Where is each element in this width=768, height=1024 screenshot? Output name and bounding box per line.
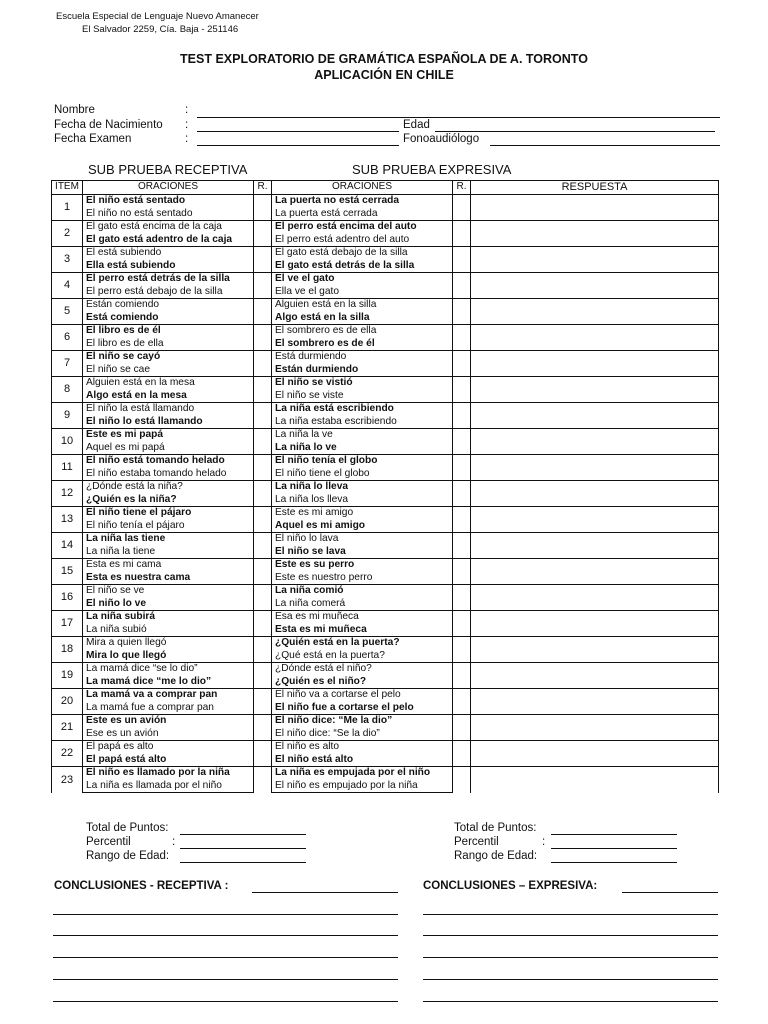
receptiva-sentence: Está comiendo xyxy=(83,312,254,325)
receptiva-sentence: La mamá fue a comprar pan xyxy=(83,702,254,715)
expresiva-sentence: El perro está adentro del auto xyxy=(272,234,453,247)
receptiva-score-cell[interactable] xyxy=(254,507,272,533)
expresiva-sentence: La niña lo lleva xyxy=(272,481,453,494)
expresiva-score-cell[interactable] xyxy=(453,221,471,247)
conclusiones-receptiva-line-1[interactable] xyxy=(53,914,398,915)
item-number: 11 xyxy=(52,455,83,481)
item-number: 22 xyxy=(52,741,83,767)
item-number: 9 xyxy=(52,403,83,429)
receptiva-score-cell[interactable] xyxy=(254,689,272,715)
table-row xyxy=(52,585,719,598)
respuesta-cell[interactable] xyxy=(471,767,719,793)
item-number: 20 xyxy=(52,689,83,715)
expresiva-sentence: La niña está escribiendo xyxy=(272,403,453,416)
expresiva-sentence: La niña lo ve xyxy=(272,442,453,455)
receptiva-score-cell[interactable] xyxy=(254,195,272,221)
expresiva-score-cell[interactable] xyxy=(453,715,471,741)
receptiva-sentence: El niño lo está llamando xyxy=(83,416,254,429)
receptiva-sentence: La mamá dice “se lo dio” xyxy=(83,663,254,676)
item-number: 10 xyxy=(52,429,83,455)
item-number: 7 xyxy=(52,351,83,377)
receptiva-score-cell[interactable] xyxy=(254,221,272,247)
item-number: 4 xyxy=(52,273,83,299)
table-row xyxy=(52,221,719,234)
receptiva-score-cell[interactable] xyxy=(254,455,272,481)
expresiva-score-cell[interactable] xyxy=(453,689,471,715)
expresiva-sentence: El niño está alto xyxy=(272,754,453,767)
respuesta-cell[interactable] xyxy=(471,299,719,325)
nombre-label: Nombre xyxy=(54,104,95,116)
section-expresiva-title: SUB PRUEBA EXPRESIVA xyxy=(352,162,512,177)
expresiva-sentence: La niña la ve xyxy=(272,429,453,442)
expresiva-sentence: Esa es mi muñeca xyxy=(272,611,453,624)
expresiva-sentence: ¿Dónde está el niño? xyxy=(272,663,453,676)
percentil-expresiva-colon: : xyxy=(542,836,546,848)
item-number: 18 xyxy=(52,637,83,663)
school-name: Escuela Especial de Lenguaje Nuevo Amanecer xyxy=(56,11,259,22)
receptiva-score-cell[interactable] xyxy=(254,403,272,429)
respuesta-cell[interactable] xyxy=(471,481,719,507)
receptiva-sentence: La niña es llamada por el niño xyxy=(83,780,254,793)
receptiva-sentence: El niño está tomando helado xyxy=(83,455,254,468)
conclusiones-receptiva-line-2[interactable] xyxy=(53,935,398,936)
table-row xyxy=(52,637,719,650)
conclusiones-expresiva-line-1[interactable] xyxy=(423,914,718,915)
percentil-receptiva-label: Percentil xyxy=(86,836,131,848)
expresiva-score-cell[interactable] xyxy=(453,533,471,559)
receptiva-score-cell[interactable] xyxy=(254,741,272,767)
receptiva-sentence: El perro está debajo de la silla xyxy=(83,286,254,299)
expresiva-score-cell[interactable] xyxy=(453,663,471,689)
item-number: 6 xyxy=(52,325,83,351)
expresiva-score-cell[interactable] xyxy=(453,377,471,403)
expresiva-score-cell[interactable] xyxy=(453,403,471,429)
expresiva-sentence: El niño tenía el globo xyxy=(272,455,453,468)
receptiva-sentence: La mamá dice “me lo dio” xyxy=(83,676,254,689)
expresiva-sentence: El niño es alto xyxy=(272,741,453,754)
respuesta-cell[interactable] xyxy=(471,715,719,741)
receptiva-sentence: Ella está subiendo xyxy=(83,260,254,273)
respuesta-cell[interactable] xyxy=(471,689,719,715)
table-row xyxy=(52,663,719,676)
receptiva-score-cell[interactable] xyxy=(254,247,272,273)
receptiva-sentence: ¿Quién es la niña? xyxy=(83,494,254,507)
receptiva-sentence: El niño es llamado por la niña xyxy=(83,767,254,780)
fecha-examen-label: Fecha Examen xyxy=(54,133,132,145)
receptiva-sentence: Alguien está en la mesa xyxy=(83,377,254,390)
item-number: 15 xyxy=(52,559,83,585)
percentil-receptiva-colon: : xyxy=(172,836,176,848)
expresiva-score-cell[interactable] xyxy=(453,507,471,533)
receptiva-sentence: El papá está alto xyxy=(83,754,254,767)
receptiva-score-cell[interactable] xyxy=(254,351,272,377)
respuesta-cell[interactable] xyxy=(471,585,719,611)
receptiva-sentence: El está subiendo xyxy=(83,247,254,260)
expresiva-score-cell[interactable] xyxy=(453,585,471,611)
table-row xyxy=(52,403,719,416)
expresiva-sentence: Este es su perro xyxy=(272,559,453,572)
expresiva-sentence: La niña estaba escribiendo xyxy=(272,416,453,429)
receptiva-sentence: El niño tenía el pájaro xyxy=(83,520,254,533)
expresiva-sentence: El niño lo lava xyxy=(272,533,453,546)
percentil-receptiva-field[interactable] xyxy=(180,848,306,849)
fecha-examen-field[interactable] xyxy=(197,145,399,146)
expresiva-sentence: El gato está debajo de la silla xyxy=(272,247,453,260)
expresiva-sentence: La niña es empujada por el niño xyxy=(272,767,453,780)
expresiva-sentence: Este es mi amigo xyxy=(272,507,453,520)
receptiva-sentence: Mira lo que llegó xyxy=(83,650,254,663)
receptiva-sentence: Este es mi papá xyxy=(83,429,254,442)
receptiva-sentence: Mira a quien llegó xyxy=(83,637,254,650)
expresiva-score-cell[interactable] xyxy=(453,481,471,507)
receptiva-score-cell[interactable] xyxy=(254,429,272,455)
receptiva-score-cell[interactable] xyxy=(254,559,272,585)
table-header-row xyxy=(52,181,719,195)
table-row xyxy=(52,455,719,468)
table-row xyxy=(52,325,719,338)
receptiva-sentence: Aquel es mi papá xyxy=(83,442,254,455)
expresiva-sentence: Aquel es mi amigo xyxy=(272,520,453,533)
conclusiones-expresiva-line-2[interactable] xyxy=(423,935,718,936)
expresiva-sentence: La puerta no está cerrada xyxy=(272,195,453,208)
expresiva-score-cell[interactable] xyxy=(453,741,471,767)
respuesta-cell[interactable] xyxy=(471,325,719,351)
receptiva-sentence: Ese es un avión xyxy=(83,728,254,741)
conclusiones-expresiva-line-5[interactable] xyxy=(423,1001,718,1002)
edad-label: Edad xyxy=(403,119,430,131)
conclusiones-receptiva-label: CONCLUSIONES - RECEPTIVA : xyxy=(54,880,229,892)
expresiva-sentence: ¿Quién es el niño? xyxy=(272,676,453,689)
fonoaudiologo-label: Fonoaudiólogo xyxy=(403,133,480,145)
expresiva-sentence: El niño fue a cortarse el pelo xyxy=(272,702,453,715)
receptiva-score-cell[interactable] xyxy=(254,611,272,637)
receptiva-score-cell[interactable] xyxy=(254,767,272,793)
respuesta-cell[interactable] xyxy=(471,429,719,455)
receptiva-score-cell[interactable] xyxy=(254,585,272,611)
item-number: 1 xyxy=(52,195,83,221)
edad-field[interactable] xyxy=(435,131,715,132)
expresiva-sentence: El niño dice: “Me la dio” xyxy=(272,715,453,728)
nombre-colon: : xyxy=(185,104,189,116)
header-item: ÍTEM xyxy=(52,181,83,195)
conclusiones-receptiva-line-3[interactable] xyxy=(53,957,398,958)
header-respuesta: RESPUESTA xyxy=(471,181,719,195)
table-row xyxy=(52,715,719,728)
receptiva-sentence: El niño lo ve xyxy=(83,598,254,611)
total-expresiva-label: Total de Puntos: xyxy=(454,822,537,834)
respuesta-cell[interactable] xyxy=(471,377,719,403)
receptiva-score-cell[interactable] xyxy=(254,533,272,559)
receptiva-sentence: La niña subió xyxy=(83,624,254,637)
table-row xyxy=(52,273,719,286)
fecha-nacimiento-colon: : xyxy=(185,119,189,131)
receptiva-sentence: La niña las tiene xyxy=(83,533,254,546)
table-row xyxy=(52,611,719,624)
receptiva-sentence: El gato está adentro de la caja xyxy=(83,234,254,247)
conclusiones-receptiva-line-5[interactable] xyxy=(53,1001,398,1002)
grammar-test-table xyxy=(51,180,719,793)
test-subtitle: APLICACIÓN EN CHILE xyxy=(314,68,454,82)
fecha-nacimiento-field[interactable] xyxy=(197,131,399,132)
table-row xyxy=(52,377,719,390)
expresiva-score-cell[interactable] xyxy=(453,455,471,481)
receptiva-sentence: ¿Dónde está la niña? xyxy=(83,481,254,494)
receptiva-score-cell[interactable] xyxy=(254,377,272,403)
respuesta-cell[interactable] xyxy=(471,403,719,429)
section-receptiva-title: SUB PRUEBA RECEPTIVA xyxy=(88,162,248,177)
receptiva-sentence: El niño no está sentado xyxy=(83,208,254,221)
expresiva-sentence: Están durmiendo xyxy=(272,364,453,377)
table-row xyxy=(52,533,719,546)
item-number: 13 xyxy=(52,507,83,533)
table-row xyxy=(52,767,719,780)
respuesta-cell[interactable] xyxy=(471,741,719,767)
respuesta-cell[interactable] xyxy=(471,455,719,481)
expresiva-score-cell[interactable] xyxy=(453,637,471,663)
receptiva-sentence: Están comiendo xyxy=(83,299,254,312)
expresiva-sentence: El niño dice: “Se la dio” xyxy=(272,728,453,741)
item-number: 8 xyxy=(52,377,83,403)
item-number: 21 xyxy=(52,715,83,741)
expresiva-sentence: El gato está detrás de la silla xyxy=(272,260,453,273)
expresiva-score-cell[interactable] xyxy=(453,429,471,455)
respuesta-cell[interactable] xyxy=(471,351,719,377)
rango-expresiva-label: Rango de Edad: xyxy=(454,850,538,862)
table-row xyxy=(52,559,719,572)
expresiva-score-cell[interactable] xyxy=(453,325,471,351)
header-oraciones-receptiva: ORACIONES xyxy=(83,181,254,195)
receptiva-sentence: El niño tiene el pájaro xyxy=(83,507,254,520)
receptiva-sentence: La niña la tiene xyxy=(83,546,254,559)
expresiva-score-cell[interactable] xyxy=(453,559,471,585)
receptiva-sentence: Algo está en la mesa xyxy=(83,390,254,403)
expresiva-score-cell[interactable] xyxy=(453,247,471,273)
header-oraciones-expresiva: ORACIONES xyxy=(272,181,453,195)
receptiva-score-cell[interactable] xyxy=(254,481,272,507)
receptiva-sentence: El libro es de él xyxy=(83,325,254,338)
receptiva-sentence: El perro está detrás de la silla xyxy=(83,273,254,286)
expresiva-sentence: La puerta está cerrada xyxy=(272,208,453,221)
receptiva-sentence: El libro es de ella xyxy=(83,338,254,351)
expresiva-sentence: Ella ve el gato xyxy=(272,286,453,299)
respuesta-cell[interactable] xyxy=(471,611,719,637)
item-number: 2 xyxy=(52,221,83,247)
rango-receptiva-label: Rango de Edad: xyxy=(86,850,170,862)
expresiva-sentence: El niño se vistió xyxy=(272,377,453,390)
rango-receptiva-field[interactable] xyxy=(180,862,306,863)
table-row xyxy=(52,195,719,208)
header-r-expresiva: R. xyxy=(453,181,471,195)
conclusiones-receptiva-line-0[interactable] xyxy=(252,892,398,893)
expresiva-sentence: El ve el gato xyxy=(272,273,453,286)
expresiva-sentence: El niño se lava xyxy=(272,546,453,559)
expresiva-score-cell[interactable] xyxy=(453,195,471,221)
table-row xyxy=(52,247,719,260)
item-number: 12 xyxy=(52,481,83,507)
receptiva-sentence: El niño se cayó xyxy=(83,351,254,364)
header-r-receptiva: R. xyxy=(254,181,272,195)
rango-expresiva-field[interactable] xyxy=(551,862,677,863)
nombre-field[interactable] xyxy=(197,117,720,118)
fecha-examen-colon: : xyxy=(185,133,189,145)
expresiva-score-cell[interactable] xyxy=(453,611,471,637)
respuesta-cell[interactable] xyxy=(471,195,719,221)
expresiva-sentence: El niño tiene el globo xyxy=(272,468,453,481)
item-number: 19 xyxy=(52,663,83,689)
expresiva-sentence: El niño se viste xyxy=(272,390,453,403)
total-expresiva-field[interactable] xyxy=(551,834,677,835)
respuesta-cell[interactable] xyxy=(471,507,719,533)
fecha-nacimiento-label: Fecha de Nacimiento xyxy=(54,119,163,131)
expresiva-score-cell[interactable] xyxy=(453,273,471,299)
receptiva-score-cell[interactable] xyxy=(254,715,272,741)
expresiva-sentence: Este es nuestro perro xyxy=(272,572,453,585)
expresiva-sentence: Está durmiendo xyxy=(272,351,453,364)
receptiva-score-cell[interactable] xyxy=(254,663,272,689)
receptiva-sentence: La niña subirá xyxy=(83,611,254,624)
respuesta-cell[interactable] xyxy=(471,273,719,299)
conclusiones-expresiva-label: CONCLUSIONES – EXPRESIVA: xyxy=(423,880,598,892)
expresiva-score-cell[interactable] xyxy=(453,299,471,325)
receptiva-sentence: El niño se ve xyxy=(83,585,254,598)
table-row xyxy=(52,429,719,442)
conclusiones-expresiva-line-4[interactable] xyxy=(423,979,718,980)
percentil-expresiva-field[interactable] xyxy=(551,848,677,849)
expresiva-sentence: Algo está en la silla xyxy=(272,312,453,325)
school-info xyxy=(56,10,259,36)
expresiva-sentence: El sombrero es de ella xyxy=(272,325,453,338)
table-row xyxy=(52,741,719,754)
item-number: 3 xyxy=(52,247,83,273)
expresiva-sentence: Alguien está en la silla xyxy=(272,299,453,312)
total-receptiva-field[interactable] xyxy=(180,834,306,835)
conclusiones-expresiva-line-0[interactable] xyxy=(622,892,718,893)
conclusiones-receptiva-line-4[interactable] xyxy=(53,979,398,980)
item-number: 16 xyxy=(52,585,83,611)
table-row xyxy=(52,689,719,702)
receptiva-score-cell[interactable] xyxy=(254,637,272,663)
expresiva-sentence: La niña los lleva xyxy=(272,494,453,507)
expresiva-sentence: El sombrero es de él xyxy=(272,338,453,351)
expresiva-sentence: El niño va a cortarse el pelo xyxy=(272,689,453,702)
fonoaudiologo-field[interactable] xyxy=(490,145,720,146)
item-number: 17 xyxy=(52,611,83,637)
receptiva-sentence: Esta es nuestra cama xyxy=(83,572,254,585)
receptiva-sentence: El papá es alto xyxy=(83,741,254,754)
receptiva-sentence: El niño la está llamando xyxy=(83,403,254,416)
receptiva-score-cell[interactable] xyxy=(254,325,272,351)
expresiva-sentence: La niña comerá xyxy=(272,598,453,611)
expresiva-score-cell[interactable] xyxy=(453,767,471,793)
expresiva-sentence: ¿Qué está en la puerta? xyxy=(272,650,453,663)
respuesta-cell[interactable] xyxy=(471,663,719,689)
receptiva-sentence: El niño está sentado xyxy=(83,195,254,208)
percentil-expresiva-label: Percentil xyxy=(454,836,499,848)
expresiva-sentence: ¿Quién está en la puerta? xyxy=(272,637,453,650)
item-number: 5 xyxy=(52,299,83,325)
receptiva-sentence: El gato está encima de la caja xyxy=(83,221,254,234)
respuesta-cell[interactable] xyxy=(471,247,719,273)
total-receptiva-label: Total de Puntos: xyxy=(86,822,169,834)
receptiva-sentence: La mamá va a comprar pan xyxy=(83,689,254,702)
respuesta-cell[interactable] xyxy=(471,221,719,247)
expresiva-sentence: La niña comió xyxy=(272,585,453,598)
table-row xyxy=(52,351,719,364)
expresiva-score-cell[interactable] xyxy=(453,351,471,377)
receptiva-sentence: Este es un avión xyxy=(83,715,254,728)
test-title: TEST EXPLORATORIO DE GRAMÁTICA ESPAÑOLA DE A. TORONTO xyxy=(180,52,588,66)
expresiva-sentence: El niño es empujado por la niña xyxy=(272,780,453,793)
receptiva-score-cell[interactable] xyxy=(254,273,272,299)
item-number: 14 xyxy=(52,533,83,559)
conclusiones-expresiva-line-3[interactable] xyxy=(423,957,718,958)
item-number: 23 xyxy=(52,767,83,793)
table-row xyxy=(52,481,719,494)
respuesta-cell[interactable] xyxy=(471,559,719,585)
respuesta-cell[interactable] xyxy=(471,637,719,663)
expresiva-sentence: El perro está encima del auto xyxy=(272,221,453,234)
school-address: El Salvador 2259, Cía. Baja - 251146 xyxy=(82,24,239,35)
receptiva-sentence: Esta es mi cama xyxy=(83,559,254,572)
respuesta-cell[interactable] xyxy=(471,533,719,559)
receptiva-score-cell[interactable] xyxy=(254,299,272,325)
table-row xyxy=(52,507,719,520)
table-row xyxy=(52,299,719,312)
expresiva-sentence: Esta es mi muñeca xyxy=(272,624,453,637)
receptiva-sentence: El niño estaba tomando helado xyxy=(83,468,254,481)
receptiva-sentence: El niño se cae xyxy=(83,364,254,377)
